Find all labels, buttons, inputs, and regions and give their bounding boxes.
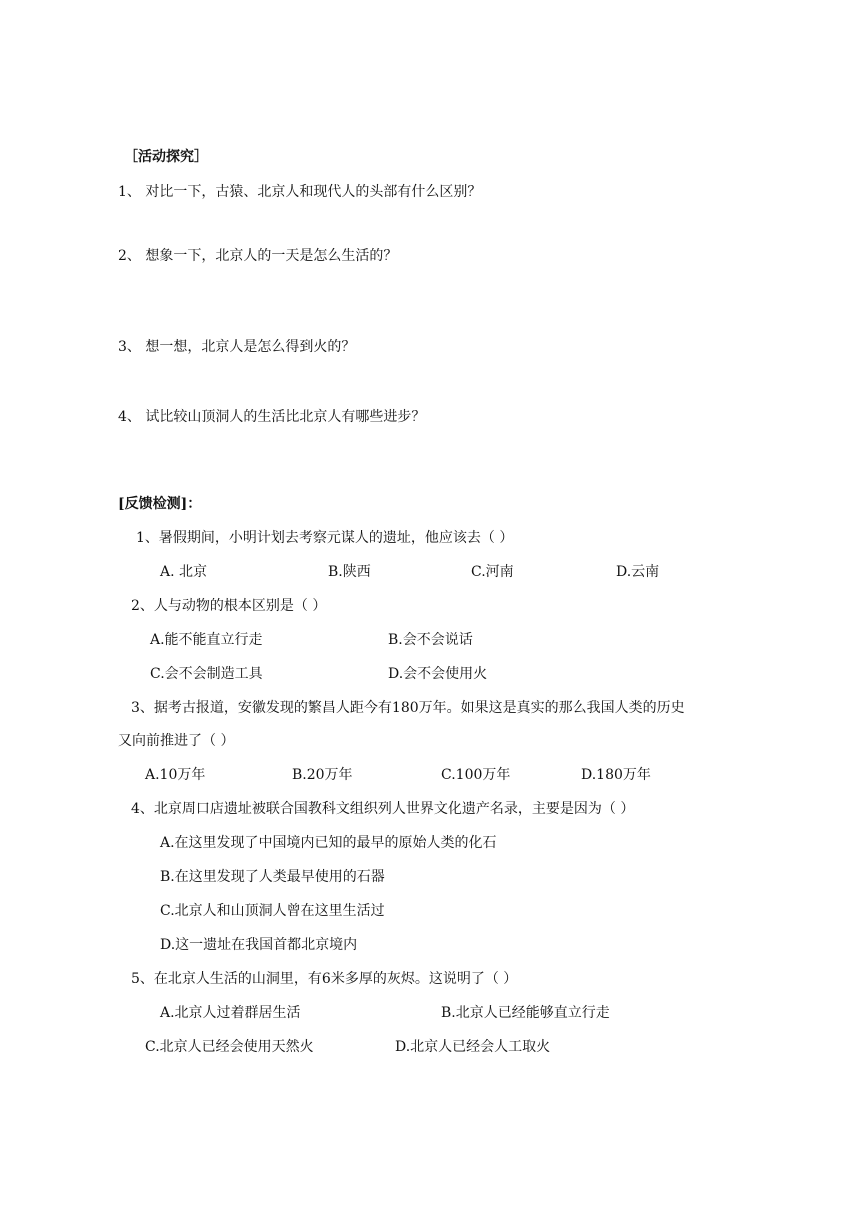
q3-stem-line1: 3、据考古报道，安徽发现的繁昌人距今有180万年。如果这是真实的那么我国人类的历史 <box>131 700 685 716</box>
q3-option-d: D.180万年 <box>581 767 651 783</box>
q1-option-c: C.河南 <box>471 564 514 580</box>
q3-option-b: B.20万年 <box>292 767 353 783</box>
q4-option-c: C.北京人和山顶洞人曾在这里生活过 <box>160 903 385 919</box>
q2-option-a: A.能不能直立行走 <box>150 632 263 648</box>
q3-stem-line2: 又向前推进了（ ） <box>118 733 235 749</box>
q1-stem: 1、暑假期间，小明计划去考察元谋人的遗址，他应该去（ ） <box>136 530 514 546</box>
q2-stem: 2、人与动物的根本区别是（ ） <box>131 598 327 614</box>
activity-question-1: 1、 对比一下，古猿、北京人和现代人的头部有什么区别？ <box>118 184 482 200</box>
q1-option-d: D.云南 <box>616 564 660 580</box>
feedback-heading: [反馈检测]： <box>118 496 202 512</box>
q1-option-b: B.陕西 <box>328 564 371 580</box>
q4-option-b: B.在这里发现了人类最早使用的石器 <box>160 869 385 885</box>
q4-option-a: A.在这里发现了中国境内已知的最早的原始人类的化石 <box>160 835 497 851</box>
q5-option-d: D.北京人已经会人工取火 <box>395 1039 551 1055</box>
q5-stem: 5、在北京人生活的山洞里，有6米多厚的灰烬。这说明了（ ） <box>131 971 518 987</box>
q4-stem: 4、北京周口店遗址被联合国教科文组织列人世界文化遗产名录，主要是因为（ ） <box>131 801 635 817</box>
q2-option-c: C.会不会制造工具 <box>150 666 263 682</box>
q3-option-a: A.10万年 <box>145 767 206 783</box>
q5-option-c: C.北京人已经会使用天然火 <box>145 1039 314 1055</box>
activity-question-3: 3、 想一想，北京人是怎么得到火的？ <box>118 339 356 355</box>
q2-option-b: B.会不会说话 <box>388 632 473 648</box>
q3-option-c: C.100万年 <box>441 767 511 783</box>
q2-option-d: D.会不会使用火 <box>388 666 488 682</box>
activity-question-4: 4、 试比较山顶洞人的生活比北京人有哪些进步？ <box>118 409 426 425</box>
activity-heading: ［活动探究］ <box>124 149 208 165</box>
activity-question-2: 2、 想象一下，北京人的一天是怎么生活的？ <box>118 248 398 264</box>
q5-option-b: B.北京人已经能够直立行走 <box>441 1005 610 1021</box>
q1-option-a: A. 北京 <box>160 564 208 580</box>
q5-option-a: A.北京人过着群居生活 <box>160 1005 301 1021</box>
q4-option-d: D.这一遗址在我国首都北京境内 <box>160 937 358 953</box>
